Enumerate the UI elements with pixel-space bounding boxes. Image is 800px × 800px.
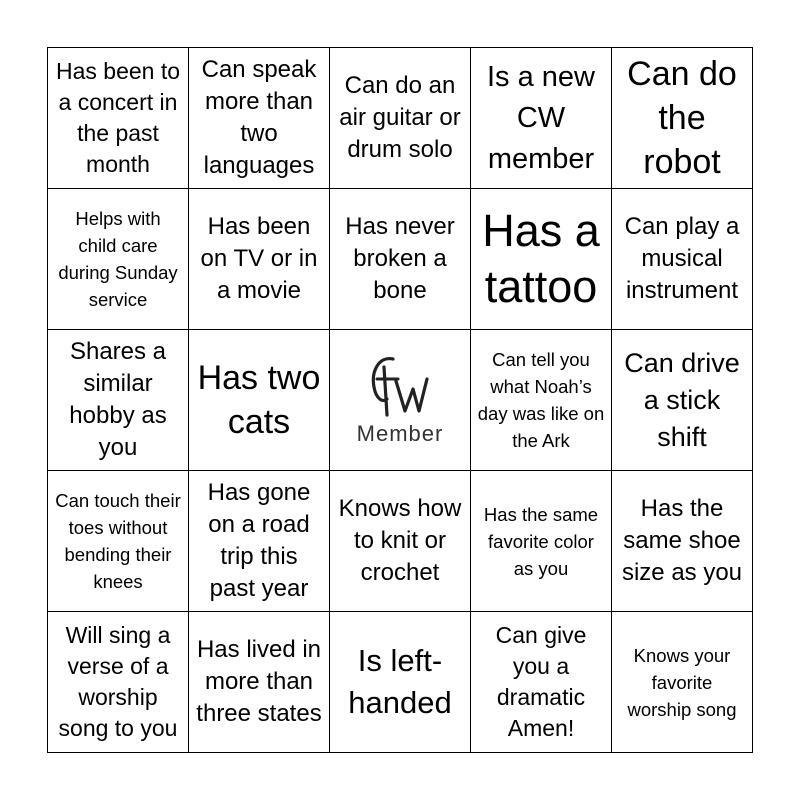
bingo-cell-g5[interactable] <box>471 612 612 753</box>
bingo-cell-o4[interactable] <box>612 471 753 612</box>
bingo-cell-b3[interactable] <box>48 330 189 471</box>
cell-text: Has gone on a road trip this past year <box>207 479 311 602</box>
bingo-cell-i3[interactable] <box>189 330 330 471</box>
cell-text: Can tell you what Noah’s day was like on the Ark <box>477 349 605 451</box>
bingo-cell-b2[interactable] <box>48 189 189 330</box>
cell-text: Can do an air guitar or drum solo <box>339 72 461 163</box>
cell-text: Shares a similar hobby as you <box>69 338 167 461</box>
cell-text: Has a tattoo <box>482 205 600 312</box>
cell-text: Can speak more than two languages <box>201 56 317 179</box>
bingo-cell-g3[interactable] <box>471 330 612 471</box>
bingo-cell-i2[interactable] <box>189 189 330 330</box>
bingo-cell-i1[interactable] <box>189 48 330 189</box>
cell-text: Can give you a dramatic Amen! <box>495 622 587 741</box>
cell-text: Has never broken a bone <box>345 213 455 304</box>
bingo-cell-g4[interactable] <box>471 471 612 612</box>
bingo-cell-n4[interactable] <box>330 471 471 612</box>
cell-text: Can drive a stick shift <box>624 347 740 452</box>
cell-text: Can do the robot <box>627 55 737 181</box>
bingo-cell-n2[interactable] <box>330 189 471 330</box>
bingo-cell-o5[interactable] <box>612 612 753 753</box>
cell-text: Knows how to knit or crochet <box>338 495 462 586</box>
free-space[interactable] <box>330 330 471 471</box>
cell-text: Helps with child care during Sunday service <box>58 208 178 310</box>
cell-text: Has lived in more than three states <box>196 636 322 727</box>
cell-text: Will sing a verse of a worship song to you <box>58 622 178 741</box>
bingo-cell-b5[interactable] <box>48 612 189 753</box>
cw-monogram-icon <box>365 353 435 417</box>
bingo-cell-o1[interactable] <box>612 48 753 189</box>
bingo-cell-g2[interactable] <box>471 189 612 330</box>
bingo-board <box>47 47 753 753</box>
cell-text: Has two cats <box>197 359 321 441</box>
cell-text: Has the same favorite color as you <box>483 503 599 579</box>
bingo-cell-g1[interactable] <box>471 48 612 189</box>
cell-text: Has the same shoe size as you <box>621 495 743 586</box>
cell-text: Is a new CW member <box>487 60 595 175</box>
cell-text: Has been to a concert in the past month <box>55 58 181 177</box>
bingo-cell-b1[interactable] <box>48 48 189 189</box>
cell-text: Can play a musical instrument <box>624 213 740 304</box>
bingo-cell-n1[interactable] <box>330 48 471 189</box>
cell-text: Has been on TV or in a movie <box>200 213 318 304</box>
bingo-cell-o3[interactable] <box>612 330 753 471</box>
free-space-label: Member <box>356 421 444 446</box>
bingo-cell-i5[interactable] <box>189 612 330 753</box>
cell-text: Knows your favorite worship song <box>627 644 737 720</box>
cell-text: Can touch their toes without bending their knees <box>55 490 181 592</box>
bingo-cell-n5[interactable] <box>330 612 471 753</box>
cell-text: Is left-handed <box>348 643 452 720</box>
bingo-cell-b4[interactable] <box>48 471 189 612</box>
bingo-cell-o2[interactable] <box>612 189 753 330</box>
bingo-cell-i4[interactable] <box>189 471 330 612</box>
